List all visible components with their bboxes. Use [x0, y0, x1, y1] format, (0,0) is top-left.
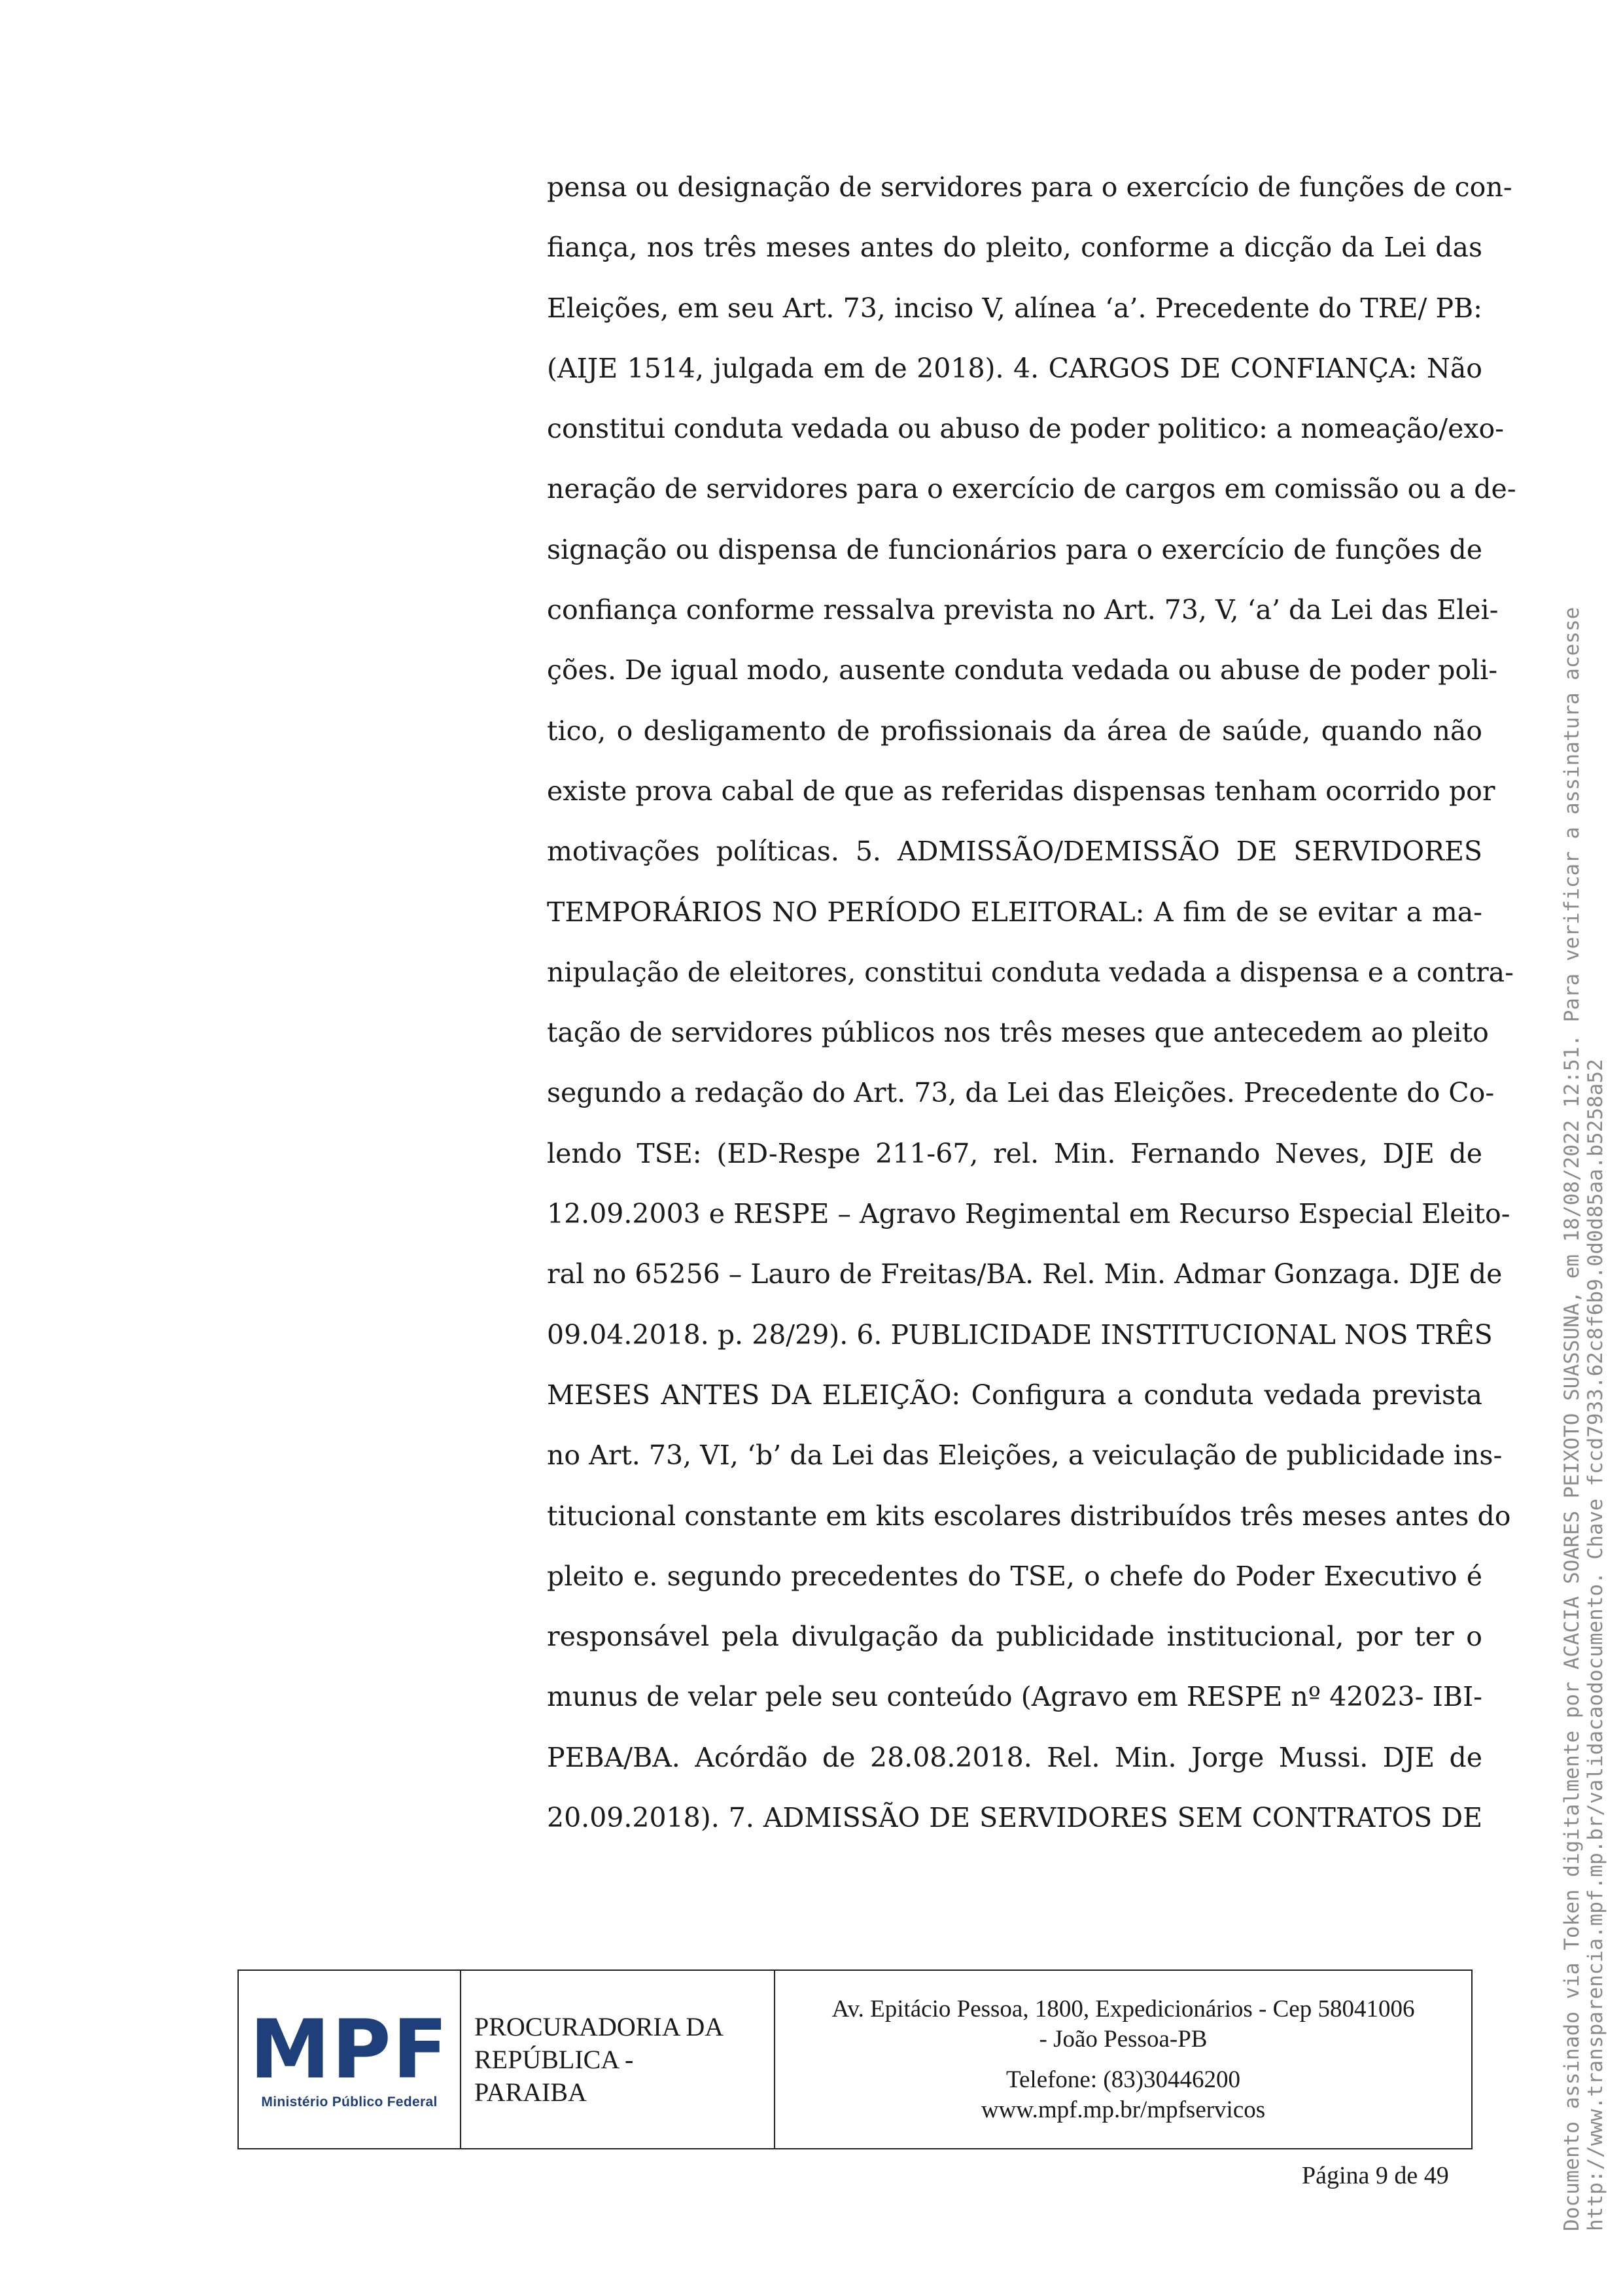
mpf-logo-text: MPF [249, 2002, 449, 2097]
body-text [547, 157, 1516, 1848]
website-url: www.mpf.mp.br/mpfservicos [981, 2096, 1266, 2123]
text-line: signação ou dispensa de funcionários para o exercício de funções de [547, 533, 1482, 565]
text-line: 20.09.2018). 7. ADMISSÃO DE SERVIDORES SEM CONTRATOS DE [547, 1802, 1482, 1834]
contact-info [775, 1971, 1471, 2148]
text-line: no Art. 73, VI, ‘b’ da Lei das Eleições, a veiculação de publicidade ins- [547, 1439, 1503, 1472]
text-line: segundo a redação do Art. 73, da Lei das Eleições. Precedente do Co- [547, 1077, 1495, 1109]
text-line: constitui conduta vedada ou abuso de poder politico: a nomeação/exo- [547, 413, 1505, 445]
organization-name [461, 1971, 775, 2148]
text-line: 09.04.2018. p. 28/29). 6. PUBLICIDADE INSTITUCIONAL NOS TRÊS [547, 1318, 1493, 1351]
text-line: tação de servidores públicos nos três meses que antecedem ao pleito [547, 1017, 1489, 1049]
text-line: confiança conforme ressalva prevista no Art. 73, V, ‘a’ da Lei das Elei- [547, 594, 1499, 626]
org-line: PROCURADORIA DA [474, 2011, 724, 2041]
text-line: munus de velar pele seu conteúdo (Agravo em RESPE nº 42023- IBI- [547, 1681, 1482, 1713]
text-line: (AIJE 1514, julgada em de 2018). 4. CARGOS DE CONFIANÇA: Não [547, 352, 1482, 384]
text-line: pensa ou designação de servidores para o exercício de funções de con- [547, 171, 1512, 203]
text-line: PEBA/BA. Acórdão de 28.08.2018. Rel. Min. Jorge Mussi. DJE de [547, 1741, 1482, 1773]
address-line: - João Pessoa-PB [1039, 2025, 1208, 2053]
mpf-logo-subtitle: Ministério Público Federal [261, 2094, 438, 2110]
letterhead-footer [237, 1969, 1473, 2149]
text-line: pleito e. segundo precedentes do TSE, o chefe do Poder Executivo é [547, 1560, 1482, 1592]
phone-number: Telefone: (83)30446200 [1005, 2066, 1241, 2093]
signature-verification-stamp [1560, 607, 1607, 2231]
text-line: motivações políticas. 5. ADMISSÃO/DEMISSÃO DE SERVIDORES [547, 836, 1482, 868]
text-line: ral no 65256 – Lauro de Freitas/BA. Rel. Min. Admar Gonzaga. DJE de [547, 1258, 1503, 1290]
text-line: fiança, nos três meses antes do pleito, conforme a dicção da Lei das [547, 232, 1482, 264]
text-line: responsável pela divulgação da publicidade institucional, por ter o [547, 1621, 1482, 1653]
text-line: 12.09.2003 e RESPE – Agravo Regimental em Recurso Especial Eleito- [547, 1198, 1510, 1230]
text-line: ções. De igual modo, ausente conduta vedada ou abuse de poder poli- [547, 654, 1498, 686]
text-line: tico, o desligamento de profissionais da área de saúde, quando não [547, 715, 1482, 747]
text-line: TEMPORÁRIOS NO PERÍODO ELEITORAL: A fim de se evitar a ma- [547, 896, 1482, 928]
text-line: lendo TSE: (ED-Respe 211-67, rel. Min. Fernando Neves, DJE de [547, 1137, 1482, 1169]
text-line: titucional constante em kits escolares distribuídos três meses antes do [547, 1500, 1511, 1532]
page-number: Página 9 de 49 [1302, 2162, 1449, 2189]
address-line: Av. Epitácio Pessoa, 1800, Expedicionários - Cep 58041006 [831, 1995, 1415, 2022]
stamp-line: http://www.transparencia.mpf.mp.br/validacaodocumento. Chave fccd7933.62c8f6b9.0d0d85aa.b5258a52 [1584, 1059, 1607, 2231]
org-line: PARAIBA [474, 2077, 587, 2107]
text-line: existe prova cabal de que as referidas dispensas tenham ocorrido por [547, 775, 1495, 807]
text-line: nipulação de eleitores, constitui conduta vedada a dispensa e a contra- [547, 956, 1514, 988]
text-line: neração de servidores para o exercício de cargos em comissão ou a de- [547, 473, 1516, 505]
stamp-line: Documento assinado via Token digitalmente por ACACIA SOARES PEIXOTO SUASSUNA, em 18/08/2022 12:51. Para verificar a assinatura acesse [1560, 607, 1584, 2231]
text-line: MESES ANTES DA ELEIÇÃO: Configura a conduta vedada prevista [547, 1379, 1482, 1411]
mpf-logo [239, 1971, 461, 2148]
org-line: REPÚBLICA - [474, 2044, 634, 2074]
text-line: Eleições, em seu Art. 73, inciso V, alínea ‘a’. Precedente do TRE/ PB: [547, 292, 1482, 324]
